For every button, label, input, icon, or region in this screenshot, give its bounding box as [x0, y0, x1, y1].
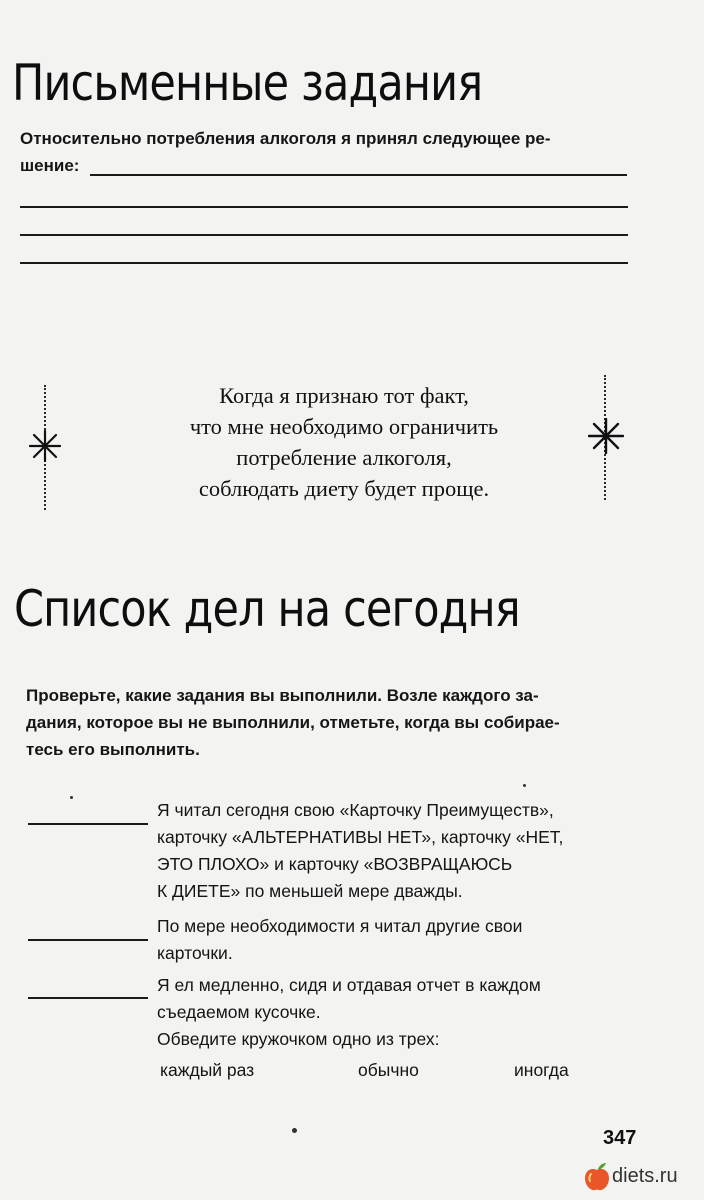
item1-line-2: карточку «АЛЬТЕРНАТИВЫ НЕТ», карточку «НЕТ, — [157, 827, 564, 847]
scan-speck — [292, 1128, 297, 1133]
instruction-line-1: Проверьте, какие задания вы выполнили. Возле каждого за- — [26, 686, 539, 705]
item1-line-4: К ДИЕТЕ» по меньшей мере дважды. — [157, 881, 463, 901]
answer-line-2[interactable] — [20, 206, 628, 208]
watermark-text: diets.ru — [612, 1165, 678, 1187]
prompt-line-2: шение: — [20, 156, 80, 175]
page-number: 347 — [603, 1127, 637, 1149]
instruction-line-2: дания, которое вы не выполнили, отметьте, когда вы собирае- — [26, 713, 560, 732]
written-tasks-heading: Письменные задания — [12, 54, 483, 112]
todo-item-1 — [157, 797, 637, 905]
scan-speck — [70, 796, 73, 799]
motivational-quote — [80, 380, 608, 504]
option-every-time[interactable]: каждый раз — [160, 1060, 255, 1080]
quote-line-4: соблюдать диету будет проще. — [198, 476, 490, 501]
todo-item-3 — [157, 972, 637, 1053]
todo-blank-1[interactable] — [28, 823, 148, 825]
todo-heading: Список дел на сегодня — [14, 580, 520, 638]
scan-speck — [523, 784, 526, 787]
instruction-line-3: тесь его выполнить. — [26, 740, 200, 759]
todo-blank-2[interactable] — [28, 939, 148, 941]
quote-line-1: Когда я признаю тот факт, — [219, 383, 469, 408]
todo-blank-3[interactable] — [28, 997, 148, 999]
option-sometimes[interactable]: иногда — [514, 1060, 569, 1080]
item2-line-2: карточки. — [157, 943, 233, 963]
item1-line-1: Я читал сегодня свою «Карточку Преимуществ», — [157, 800, 554, 820]
apple-logo-icon — [583, 1162, 611, 1192]
answer-line-4[interactable] — [20, 262, 628, 264]
item3-line-3: Обведите кружочком одно из трех: — [157, 1029, 440, 1049]
item2-line-1: По мере необходимости я читал другие свои — [157, 916, 523, 936]
item3-line-2: съедаемом кусочке. — [157, 1002, 321, 1022]
quote-line-2: что мне необходимо ограничить — [189, 414, 499, 439]
quote-line-3: потребление алкоголя, — [236, 445, 452, 470]
item1-line-3: ЭТО ПЛОХО» и карточку «ВОЗВРАЩАЮСЬ — [157, 854, 513, 874]
answer-line-1[interactable] — [90, 174, 627, 176]
written-tasks-prompt — [20, 125, 632, 179]
diets-ru-watermark — [583, 1160, 695, 1194]
answer-line-3[interactable] — [20, 234, 628, 236]
item3-line-1: Я ел медленно, сидя и отдавая отчет в каждом — [157, 975, 541, 995]
left-star-icon — [29, 430, 61, 462]
option-usually[interactable]: обычно — [358, 1060, 419, 1080]
todo-item-2 — [157, 913, 637, 967]
todo-instructions — [26, 682, 638, 763]
prompt-line-1: Относительно потребления алкоголя я принял следующее ре- — [20, 129, 551, 148]
